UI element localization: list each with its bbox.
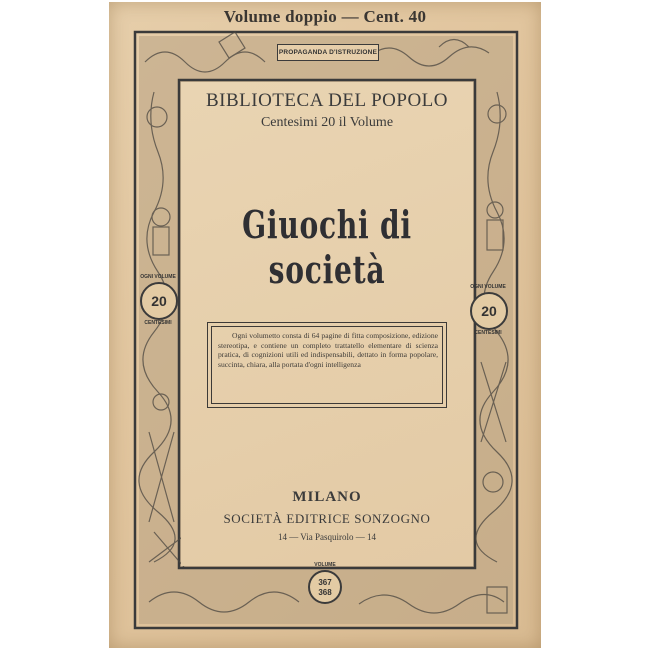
left-medallion-ring-top: OGNI VOLUME (140, 274, 176, 280)
volume-medallion-ring: VOLUME (314, 562, 336, 568)
series-title: BIBLIOTECA DEL POPOLO (205, 90, 449, 111)
volume-number-medallion (308, 570, 342, 604)
description-box (207, 322, 447, 408)
publisher-city: MILANO (292, 489, 362, 505)
propaganda-banner: PROPAGANDA D'ISTRUZIONE (277, 44, 379, 61)
right-price-medallion (470, 292, 508, 330)
book-cover (109, 2, 541, 648)
volume-number-top: 367 (318, 578, 332, 587)
left-price-medallion (140, 282, 178, 320)
volume-price-line: Volume doppio — Cent. 40 (223, 7, 427, 26)
left-medallion-number: 20 (151, 293, 167, 309)
right-medallion-ring-bottom: CENTESIMI (474, 330, 502, 336)
left-medallion-ring-bottom: CENTESIMI (144, 320, 172, 326)
right-medallion-ring-top: OGNI VOLUME (470, 284, 506, 290)
publisher-address: 14 — Via Pasquirolo — 14 (277, 532, 377, 542)
publisher-name: SOCIETÀ EDITRICE SONZOGNO (223, 511, 431, 526)
book-title: Giuochi di società (242, 202, 412, 292)
right-medallion-number: 20 (481, 303, 497, 319)
price-subtitle: Centesimi 20 il Volume (260, 115, 394, 130)
description-text: Ogni volumetto consta di 64 pagine di fitta composizione, edizione stereotipa, e contiene un completo trattatello elementare di scienza pratica, di cognizioni utili ed indispensabili, dettato in forma popolare, succinta, chiara, alla portata d'ogni intelligenza (211, 326, 443, 404)
volume-number-bottom: 368 (318, 588, 332, 597)
